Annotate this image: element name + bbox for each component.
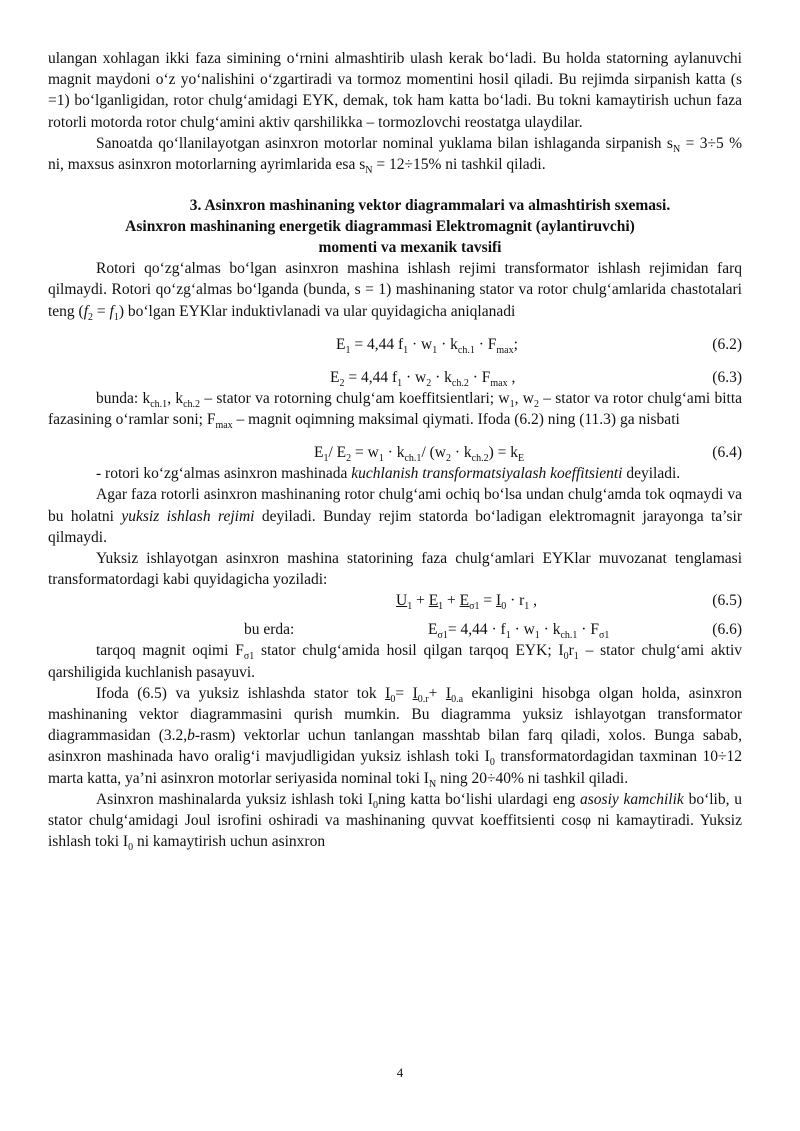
paragraph-leakage-emf: tarqoq magnit oqimi $F_{\sigma 1}$ stator chulg‘amida hosil qilgan tarqoq EYK; $I_0r_1$ – stator chulg‘ami aktiv qarshiligida kuchlanish pasayuvi. <box>48 642 742 681</box>
paragraph-no-load-mode: Agar faza rotorli asinxron mashinaning rotor chulg‘ami ochiq bo‘lsa undan chulg‘amda tok oqmaydi va bu holatni yuksiz ishlash rejimi deyiladi. Bunday rejim statorda bo‘ladigan elektromagnit jarayonga ta’sir qilmaydi. <box>48 486 742 546</box>
equation-6-3-expression: $E_2 = 4,44$ $f_1 \cdot w_2 \cdot k_{ch.2} \cdot F_{max}$ , <box>330 368 516 389</box>
page-number: 4 <box>396 1065 404 1080</box>
heading-line-2: Asinxron mashinaning energetik diagrammasi Elektromagnit (aylantiruvchi) <box>125 218 635 236</box>
heading-line-1: 3. Asinxron mashinaning vektor diagrammalari va almashtirish sxemasi. <box>189 197 671 215</box>
equation-6-5-expression: $U_1 + E_1 + E_{\sigma 1} = I_0 \cdot r_1$ , <box>396 592 538 613</box>
paragraph-vector-diagram: Ifoda (6.5) va yuksiz ishlashda stator tok $I_0= I_{0.r}+ I_{0.a}$ ekanligini hisobga olgan holda, asinxron mashinaning vektor diagrammasini qurish mumkin. Bu diagramma yuksiz ishlayotgan transformator diagrammasidan (3.2,b-rasm) vektorlar uchun tanlangan masshtab bilan farq qiladi, xolos. Bunga sabab, asinxron mashinada havo oralig‘i mavjudligidan yuksiz ishlash toki $I_0$ transformatordagidan taxminan 10÷12 marta katta, ya’ni asinxron motorlar seriyasida nominal toki $I_N$ ning 20÷40% ni tashkil qiladi. <box>48 684 743 790</box>
equation-6-3 <box>48 367 742 388</box>
equation-6-6 <box>48 619 742 640</box>
paragraph-braking: ulangan xohlagan ikki faza simining o‘rnini almashtirib ulash kerak bo‘ladi. Bu holda statorning aylanuvchi magnit maydoni o‘z yo‘nalishini o‘zgartiradi va tormoz momentini hosil qiladi. Bu rejimda sirpanish katta (s =1) bo‘lganligidan, rotor chulg‘amidagi EYK, demak, tok ham katta bo‘ladi. Bu tokni kamaytirish uchun faza rotorli motorda rotor chulg‘amini aktiv qarshilikka – tormozlovchi reostatga ulaydilar. <box>48 50 742 131</box>
heading-line-3: momenti va mexanik tavsifi <box>318 239 502 257</box>
paragraph-stationary-rotor: Rotori qo‘zg‘almas bo‘lgan asinxron mashina ishlash rejimi transformator ishlash rejimidan farq qilmaydi. Rotori qo‘zg‘almas bo‘lganda (bunda, s = 1) mashinaning stator va rotor chulg‘amlarida chastotalari teng $(f_2 = f_1)$ bo‘lgan EYKlar induktivlanadi va ular quyidagicha aniqlanadi <box>48 260 742 323</box>
paragraph-transformation-ratio: - rotori ko‘zg‘almas asinxron mashinada kuchlanish transformatsiyalash koeffitsienti deyiladi. <box>96 465 681 483</box>
paragraph-balance-equation: Yuksiz ishlayotgan asinxron mashina statorining faza chulg‘amlari EYKlar muvozanat tenglamasi transformatordagi kabi quyidagicha yoziladi: <box>48 550 742 589</box>
section-heading <box>48 195 742 258</box>
equation-6-5-number: (6.5) <box>712 592 742 610</box>
equation-6-2-expression: $E_1 = 4,44$ $f_1 \cdot w_1 \cdot k_{ch.1} \cdot F_{max}$; <box>336 335 518 356</box>
equation-6-4-number: (6.4) <box>712 444 742 462</box>
paragraph-slip-values: Sanoatda qo‘llanilayotgan asinxron motorlar nominal yuklama bilan ishlaganda sirpanish $s_N = 3\div 5$ % ni, maxsus asinxron motorlarning ayrimlarida esa $s_N = 12\div 15\%$ ni tashkil qiladi. <box>48 134 742 177</box>
equation-6-3-number: (6.3) <box>712 368 742 386</box>
paragraph-where-definitions: bunda: $k_{ch.1}$, $k_{ch.2}$ – stator va rotorning chulg‘am koeffitsientlari; $w_1$, $w_2$ – stator va rotor chulg‘ami bitta fazasining o‘ramlar soni; $F_{max}$ – magnit oqimning maksimal qiymati. Ifoda (6.2) ning (11.3) ga nisbati <box>48 389 743 432</box>
equation-6-2-number: (6.2) <box>712 335 742 353</box>
equation-6-6-expression: $E_{\sigma 1}= 4,44 \cdot f_1 \cdot w_1 \cdot k_{ch.1} \cdot F_{\sigma 1}$ <box>428 621 610 642</box>
equation-6-6-number: (6.6) <box>712 621 742 639</box>
document-page <box>48 48 742 852</box>
equation-6-4-expression: $E_1/$ $E_2 = w_1 \cdot k_{ch.1}/$ $(w_2 \cdot k_{ch.2}) = k_E$ <box>314 444 525 465</box>
paragraph-no-load-current: Asinxron mashinalarda yuksiz ishlash toki $I_0ning$ katta bo‘lishi ulardagi eng asosiy kamchilik bo‘lib, u stator chulg‘amidagi Joul isrofini oshiradi va mashinaning quvvat koeffitsienti cosφ ni kamaytiradi. Yuksiz ishlash toki $I_0$ ni kamaytirish uchun asinxron <box>48 790 742 854</box>
equation-6-5 <box>48 590 742 611</box>
equation-6-2 <box>48 334 742 355</box>
equation-6-4 <box>48 442 742 463</box>
equation-6-6-label: bu erda: <box>244 621 295 639</box>
